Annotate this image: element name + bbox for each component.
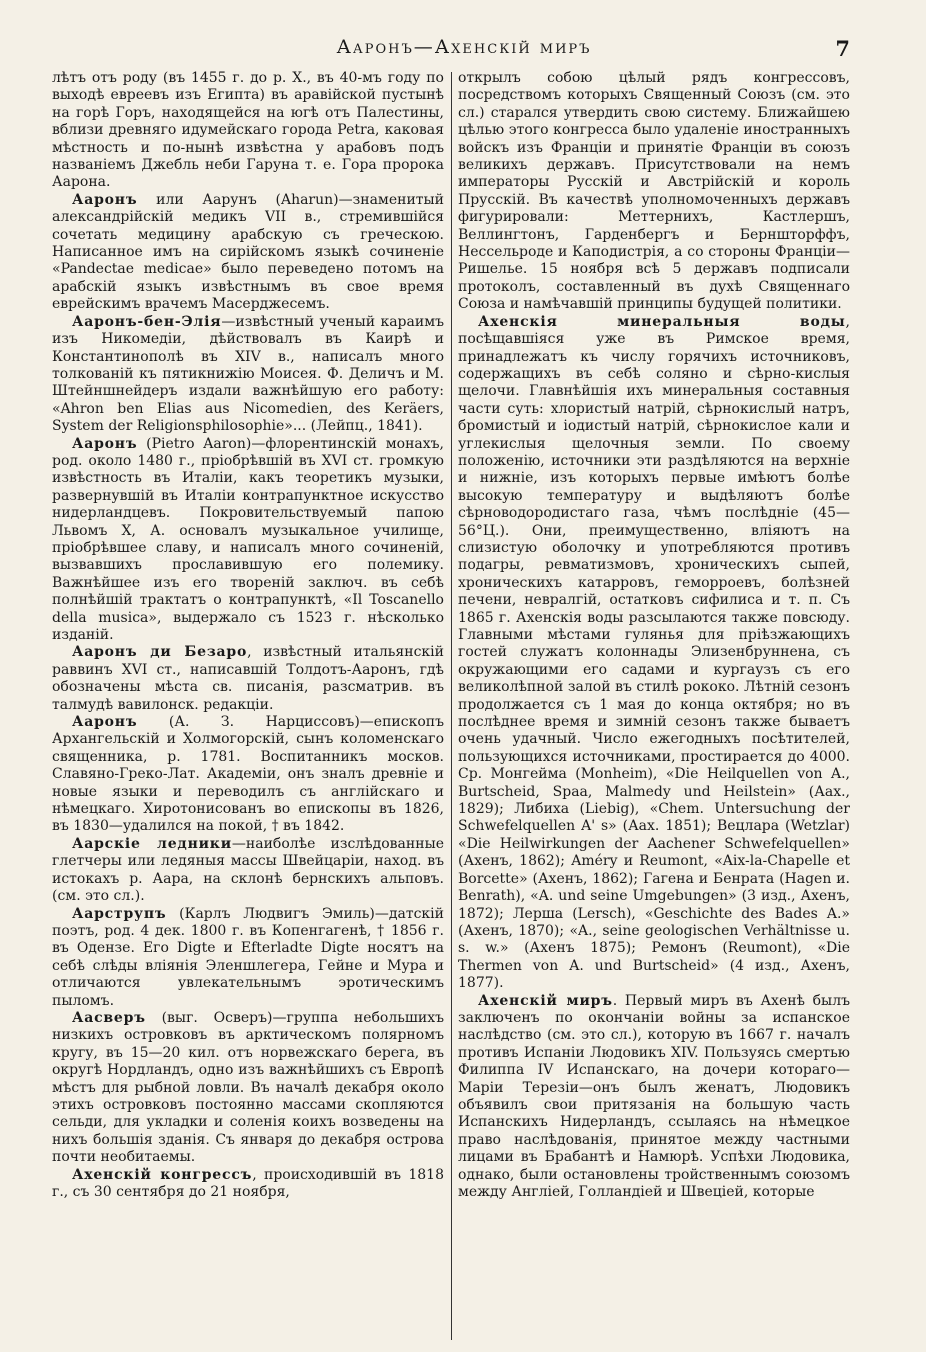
entry-text: —извѣстный ученый караимъ изъ Никомедіи, дѣйствовалъ въ Каирѣ и Константинополѣ въ XIV в., написалъ много толкованій къ пятикнижію Моисея. Ф. Деличъ и М. Штейншнейдеръ издали важнѣйшую его работу: «Ahron ben Elias aus Nicomedien, des Keräers, System der Religionsphilosophie»... (Лейпц., 1841). bbox=[52, 313, 444, 435]
entry-headword: Ахенскій конгрессъ bbox=[72, 1166, 253, 1183]
page-number: 7 bbox=[835, 36, 850, 61]
entry-headword: Ааронъ bbox=[72, 435, 138, 452]
article-entry bbox=[52, 314, 444, 436]
entry-headword: Ааронъ ди Безаро bbox=[72, 644, 248, 661]
entry-text: или Аарунъ (Aharun)—знаменитый александрійскій медикъ VII в., стремившійся сочетать медицину арабскую съ греческою. Написанное имъ на сирійскомъ языкѣ сочиненіе «Pandectae medicae» было переведено потомъ на арабскій языкъ извѣстнымъ въ свое время еврейскимъ врачемъ Масерджесемъ. bbox=[52, 191, 444, 313]
article-entry bbox=[52, 644, 444, 714]
entry-headword: Аарскіе ледники bbox=[72, 835, 232, 852]
article-entry bbox=[52, 714, 444, 836]
article-entry bbox=[52, 1167, 444, 1202]
column-divider bbox=[451, 72, 452, 1340]
entry-text: , происходившій въ 1818 г., съ 30 сентября до 21 ноября, bbox=[52, 1166, 444, 1200]
article-entry bbox=[52, 1010, 444, 1167]
entry-headword: Аарструпъ bbox=[72, 905, 167, 922]
right-column bbox=[458, 70, 850, 1342]
entry-text: лѣтъ отъ роду (въ 1455 г. до р. Х., въ 40-мъ году по выходѣ евреевъ изъ Египта) въ аравійской пустынѣ на горѣ Горъ, находящейся на югѣ отъ Палестины, вблизи древняго идумейскаго города Petra, каковая мѣстность и по-нынѣ извѣстна у арабовъ подъ названіемъ Джебль неби Гаруна т. е. Гора пророка Аарона. bbox=[52, 70, 444, 191]
entry-headword: Ааронъ bbox=[72, 714, 138, 731]
article-entry bbox=[52, 836, 444, 906]
text-columns bbox=[52, 70, 850, 1342]
article-entry bbox=[52, 192, 444, 314]
entry-headword: Ааронъ bbox=[72, 191, 138, 208]
article-entry bbox=[52, 70, 444, 192]
entry-headword: Ааронъ-бен-Элія bbox=[72, 313, 222, 330]
entry-headword: Ахенскія минеральныя воды bbox=[478, 313, 846, 330]
article-entry bbox=[52, 436, 444, 645]
entry-text: . Первый миръ въ Ахенѣ былъ заключенъ по окончаніи войны за испанское наслѣдство (см. это сл.), которую въ 1667 г. началъ противъ Испаніи Людовикъ XIV. Пользуясь смертью Филиппа IV Испанскаго, на дочери котораго—Маріи Терезіи—онъ былъ женатъ, Людовикъ объявилъ свои притязанія на большую часть Испанскихъ Нидерландъ, ссылаясь на нѣмецкое право наслѣдованія, принятое между частными лицами въ Брабантѣ и Намюрѣ. Успѣхи Людовика, однако, были остановлены тройственнымъ союзомъ между Англіей, Голландіей и Швеціей, которые bbox=[458, 992, 850, 1200]
entry-text: открылъ собою цѣлый рядъ конгрессовъ, посредствомъ которыхъ Священный Союзъ (см. это сл.) старался утвердить свою систему. Ближайшею цѣлью этого конгресса было удаленіе иностранныхъ войскъ изъ Франціи и принятіе Франціи въ союзъ великихъ державъ. Присутствовали на немъ императоры Русскій и Австрійскій и король Прусскій. Въ качествѣ уполномоченныхъ державъ фигурировали: Меттернихъ, Кастлершъ, Веллингтонъ, Гарденбергъ и Берншторффъ, Нессельроде и Каподистрія, а со стороны Франціи—Ришелье. 15 ноября всѣ 5 державъ подписали протоколъ, составленный въ духѣ Священнаго Союза и намѣчавшій принципы будущей политики. bbox=[458, 70, 850, 313]
article-entry bbox=[52, 906, 444, 1010]
article-entry bbox=[458, 993, 850, 1202]
entry-text: , посѣщавшіяся уже въ Римское время, принадлежатъ къ числу горячихъ источниковъ, содержащихъ въ себѣ соляно и сѣрно-кислыя щелочи. Главнѣйшія ихъ минеральныя составныя части суть: хлористый натрій, сѣрнокислый натръ, бромистый и іодистый натрій, сѣрнокислое кали и углекислыя щелочныя земли. По своему положенію, источники эти раздѣляются на верхніе и нижніе, изъ которыхъ первые имѣютъ болѣе высокую температуру и выдѣляютъ болѣе сѣрноводородистаго газа, чѣмъ послѣдніе (45—56°Ц.). Они, преимущественно, вліяютъ на слизистую оболочку и употребляются противъ подагры, ревматизмовъ, хроническихъ сыпей, хроническихъ катарровъ, геморроевъ, болѣзней печени, невралгій, остатковъ сифилиса и т. п. Съ 1865 г. Ахенскія воды разсылаются также повсюду. Главными мѣстами гулянья для пріѣзжающихъ гостей служатъ колоннады Элизенбруннена, съ окружающими его садами и кургаузъ съ его великолѣпной залой въ стилѣ рококо. Лѣтній сезонъ продолжается съ 1 мая до конца октября; но въ послѣднее время и зимній сезонъ также бываетъ очень удачный. Число ежегодныхъ посѣтителей, пользующихся источниками, простирается до 4000. Ср. Монгейма (Monheim), «Die Heilquellen von A., Burtscheid, Spaa, Malmedy und Heilstein» (Аах., 1829); Либиха (Liebig), «Chem. Untersuchung der Schwefelquellen A' s» (Аах. 1851); Вецлара (Wetzlar) «Die Heilwirkungen der Aachener Schwefelquellen» (Ахенъ, 1862); Améry и Reumont, «Aix-la-Chapelle et Borcette» (Ахенъ, 1862); Гагена и Бенрата (Hagen и. Benrath), «A. und seine Umgebungen» (3 изд., Ахенъ, 1872); Лерша (Lersch), «Geschichte des Bades A.» (Ахенъ, 1870); «A., seine geologischen Verhältnisse u. s. w.» (Ахенъ 1875); Ремонъ (Reumont), «Die Thermen von A. und Burtscheid» (4 изд., Ахенъ, 1877). bbox=[458, 313, 850, 992]
running-title: Ааронъ—Ахенскій миръ bbox=[336, 36, 592, 58]
entry-text: —наиболѣе изслѣдованные глетчеры или ледяныя массы Швейцаріи, наход. въ истокахъ р. Аара, на склонѣ бернскихъ альповъ. (см. это сл.). bbox=[52, 835, 444, 905]
entry-text: , извѣстный итальянскій раввинъ XVI ст., написавшій Толдотъ-Ааронъ, гдѣ обозначены мѣста св. писанія, разсматрив. въ талмудѣ вавилонск. редакціи. bbox=[52, 644, 444, 713]
entry-text: (Pietro Aaron)—флорентинскій монахъ, род. около 1480 г., пріобрѣвшій въ XVI ст. громкую извѣстность въ Италіи, какъ теоретикъ музыки, развернувшій въ Италіи контрапунктное искусство нидерландцевъ. Покровительствуемый папою Львомъ Х, А. основалъ музыкальное училище, пріобрѣвшее славу, и написалъ много сочиненій, вызвавшихъ прославившую его полемику. Важнѣйшее изъ его твореній заключ. въ себѣ полнѣйшій трактатъ о контрапунктѣ, «Il Toscanello della musica», выдержало съ 1523 г. нѣсколько изданій. bbox=[52, 435, 444, 643]
entry-text: (А. З. Нарциссовъ)—епископъ Архангельскій и Холмогорскій, сынъ коломенскаго священника, р. 1781. Воспитанникъ москов. Славяно-Греко-Лат. Академіи, онъ зналъ древніе и новые языки и переводилъ съ англійскаго и нѣмецкаго. Хиротонисованъ во епископы въ 1826, въ 1830—удалился на покой, † въ 1842. bbox=[52, 714, 444, 835]
entry-headword: Аасверъ bbox=[72, 1009, 146, 1026]
page-header bbox=[78, 36, 850, 66]
left-column bbox=[52, 70, 444, 1342]
article-entry bbox=[458, 314, 850, 993]
entry-text: (выг. Осверъ)—группа небольшихъ низкихъ островковъ въ арктическомъ полярномъ кругу, въ 15—20 кил. отъ норвежскаго берега, въ округѣ Нордландъ, одно изъ важнѣйшихъ съ Европѣ мѣстъ для рыбной ловли. Въ началѣ декабря около этихъ островковъ постоянно массами скопляются сельди, для укладки и соленія коихъ возведены на нихъ большія зданія. Съ января до декабря острова почти необитаемы. bbox=[52, 1009, 444, 1166]
entry-headword: Ахенскій миръ bbox=[478, 992, 613, 1009]
article-entry bbox=[458, 70, 850, 314]
entry-text: (Карлъ Людвигъ Эмиль)—датскій поэтъ, род. 4 дек. 1800 г. въ Копенгагенѣ, † 1856 г. въ Одензе. Его Digte и Efterladte Digte носятъ на себѣ слѣды вліянія Эленшлегера, Гейне и Мура и отличаются увлекательнымъ эротическимъ пыломъ. bbox=[52, 905, 444, 1009]
